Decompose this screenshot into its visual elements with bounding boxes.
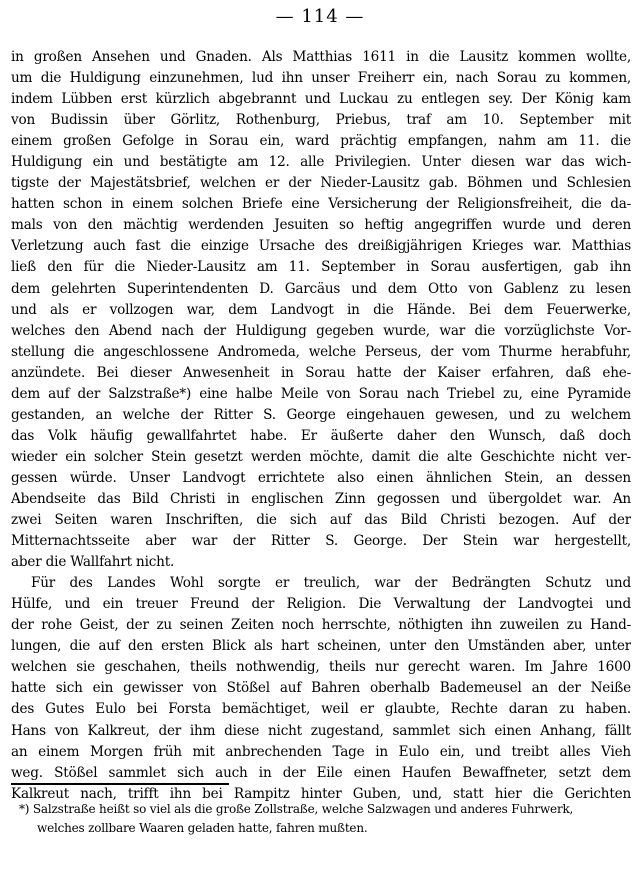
text-line: Mitternachtsseite aber war der Ritter S. George. Der Stein war hergestellt, [11,533,631,550]
paragraph-start-line: Für des Landes Wohl sorgte er treulich, war der Bedrängten Schutz und [31,575,631,592]
page-number: — 114 — [275,6,365,27]
text-line: wieder ein solcher Stein gesetzt werden möchte, damit die alte Geschichte nicht ver- [11,448,631,465]
text-line: welches den Abend nach der Huldigung gegeben wurde, war die vorzüglichste Vor- [11,322,631,339]
text-line: Kalkreut nach, trifft ihn bei Rampitz hinter Guben, und, statt hier die Gerichten [11,785,631,802]
text-line: gestanden, an welche der Ritter S. George eingehauen gewesen, und zu welchem [11,406,631,423]
text-line: gessen würde. Unser Landvogt errichtete also einen ähnlichen Stein, an dessen [11,469,631,486]
body-text [11,47,631,805]
text-line: um die Huldigung einzunehmen, lud ihn unser Freiherr ein, nach Sorau zu kommen, [11,70,631,87]
paragraph-end-line: aber die Wallfahrt nicht. [11,554,175,571]
text-line: des Gutes Eulo bei Forsta bemächtiget, weil er glaubte, Rechte daran zu haben. [11,701,631,718]
text-line: zwei Seiten waren Inschriften, die sich auf das Bild Christi bezogen. Auf der [11,512,631,529]
text-line: lungen, die auf den ersten Blick als hart scheinen, unter den Umständen aber, unter [11,638,631,655]
footnote-line: *) Salzstraße heißt so viel als die große Zollstraße, welche Salzwagen und anderes Fuhrwerk, [19,802,574,816]
text-line: weg. Stößel sammlet sich auch in der Eile einen Haufen Bewaffneter, setzt dem [11,764,631,781]
text-line: Hülfe, und ein treuer Freund der Religion. Die Verwaltung der Landvogtei und [11,596,631,613]
text-line: Abendseite das Bild Christi in englischen Zinn gegossen und übergoldet war. An [11,490,631,507]
text-line: Huldigung ein und bestätigte am 12. alle Privilegien. Unter diesen war das wich- [11,154,631,171]
text-line: von Budissin über Görlitz, Rothenburg, Priebus, traf am 10. September mit [11,112,631,129]
text-line: Hans von Kalkreut, der ihm diese nicht zugestand, sammlet sich einen Anhang, fällt [11,722,631,739]
footnote [11,800,631,838]
text-line: und als er vollzogen war, dem Landvogt in die Hände. Bei dem Feuerwerke, [11,301,631,318]
text-line: der rohe Geist, der zu seinen Zeiten noch herrschte, nöthigten ihn zuweilen zu Hand- [11,617,631,634]
text-line: stellung die angeschlossene Andromeda, welche Perseus, der vom Thurme herabfuhr, [11,343,631,360]
text-line: tigste der Majestätsbrief, welchen er der Nieder-Lausitz gab. Böhmen und Schlesien [11,175,631,192]
text-line: an einem Morgen früh mit anbrechenden Tage in Eulo ein, und treibt alles Vieh [11,743,631,760]
text-line: dem gelehrten Superintendenten D. Garcäus und dem Otto von Gablenz zu lesen [11,280,631,297]
text-line: Verletzung auch fast die einzige Ursache des dreißigjährigen Krieges war. Matthias [11,238,631,255]
text-line: hatte sich ein gewisser von Stößel auf Bahren oberhalb Bademeusel an der Neiße [11,680,631,697]
text-line: anzündete. Bei dieser Anwesenheit in Sorau hatte der Kaiser erfahren, daß ehe- [11,364,631,381]
text-line: ließ den für die Nieder-Lausitz am 11. September in Sorau ausfertigen, gab ihn [11,259,631,276]
text-line: dem auf der Salzstraße*) eine halbe Meile von Sorau nach Triebel zu, eine Pyramide [11,385,631,402]
text-line: indem Lübben erst kürzlich abgebrannt und Luckau zu entlegen sey. Der König kam [11,91,631,108]
footnote-rule [11,783,229,785]
text-line: hatten schon in einem solchen Briefe eine Versicherung der Religionsfreiheit, die da- [11,196,631,213]
text-line: in großen Ansehen und Gnaden. Als Matthias 1611 in die Lausitz kommen wollte, [11,49,631,65]
footnote-line: welches zollbare Waaren geladen hatte, fahren mußten. [37,821,368,835]
text-line: einem großen Gefolge in Sorau ein, ward prächtig empfangen, nahm am 11. die [11,133,631,150]
text-line: das Volk häufig gewallfahrtet habe. Er äußerte daher den Wunsch, daß doch [11,427,631,444]
text-line: welchen sie geschahen, theils nothwendig, theils nur gerecht waren. Im Jahre 1600 [11,659,631,676]
text-line: mals von den mächtig werdenden Jesuiten so heftig angegriffen wurde und deren [11,217,631,234]
